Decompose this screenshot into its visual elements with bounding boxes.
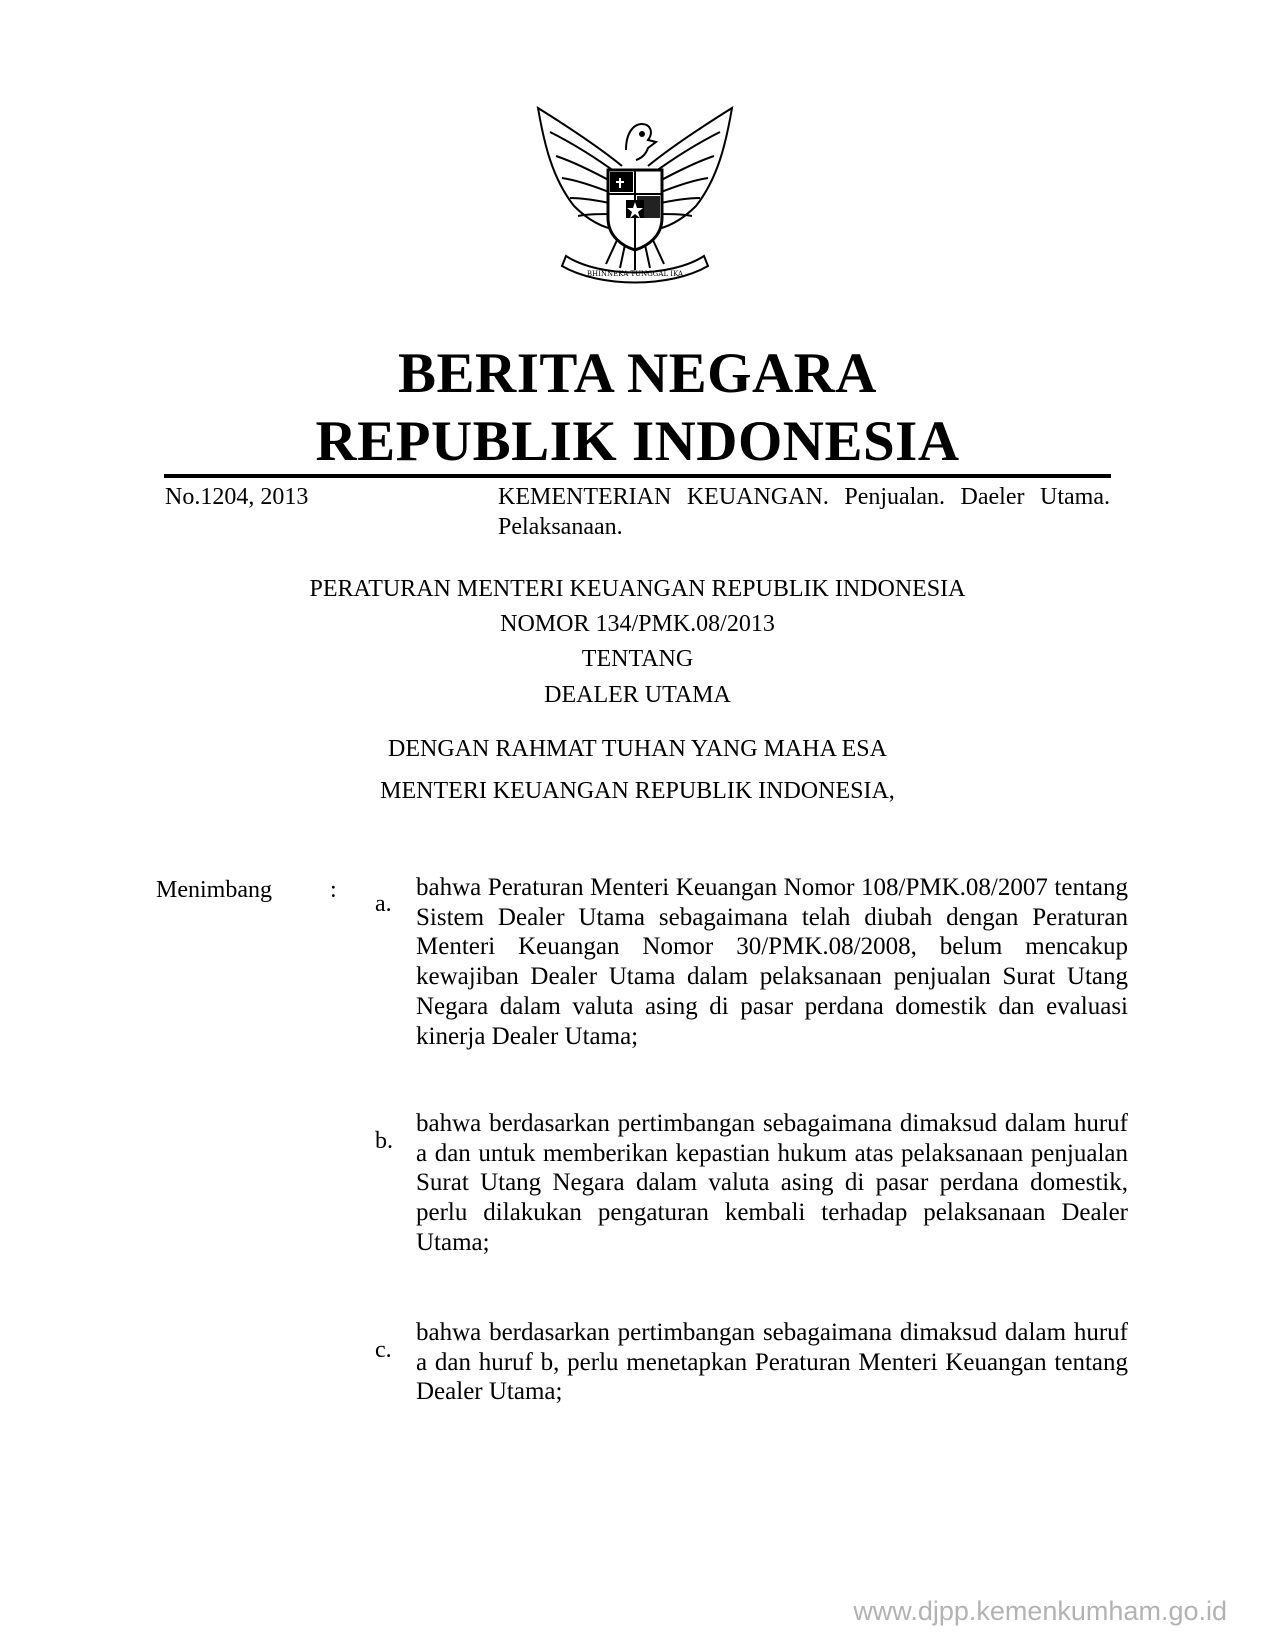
source-watermark: www.djpp.kemenkumham.go.id [853,1596,1227,1626]
garuda-pancasila-emblem [530,88,740,293]
consideration-letter: a. [375,891,392,917]
issue-number: No.1204, 2013 [165,484,309,510]
preamble-invocation: DENGAN RAHMAT TUHAN YANG MAHA ESA [388,736,887,762]
consideration-text: bahwa berdasarkan pertimbangan sebagaimana dimaksud dalam huruf a dan huruf b, perlu menetapkan Peraturan Menteri Keuangan tentang Dealer Utama; [416,1319,1128,1406]
consideration-text: bahwa berdasarkan pertimbangan sebagaimana dimaksud dalam huruf a dan untuk memberikan kepastian hukum atas pelaksanaan penjualan Surat Utang Negara dalam valuta asing di pasar perdana domestik, perlu dilakukan pengaturan kembali terhadap pelaksanaan Dealer Utama; [416,1110,1128,1256]
considerations-separator: : [330,877,337,903]
issue-description: KEMENTERIAN KEUANGAN. Penjualan. Daeler Utama. Pelaksanaan. [498,484,1110,540]
regulation-subject: DEALER UTAMA [544,682,731,708]
emblem-motto: BHINNEKA TUNGGAL IKA [586,270,684,278]
masthead-divider [164,474,1111,478]
consideration-letter: b. [375,1128,393,1154]
considerations-label: Menimbang [156,877,272,903]
consideration-letter: c. [375,1337,392,1363]
regulation-title: PERATURAN MENTERI KEUANGAN REPUBLIK INDONESIA [309,576,966,602]
consideration-text: bahwa Peraturan Menteri Keuangan Nomor 108/PMK.08/2007 tentang Sistem Dealer Utama sebagaimana telah diubah dengan Peraturan Menteri Keuangan Nomor 30/PMK.08/2008, belum mencakup kewajiban Dealer Utama dalam pelaksanaan penjualan Surat Utang Negara dalam valuta asing di pasar perdana domestik dan evaluasi kinerja Dealer Utama; [416,874,1128,1050]
masthead-title: BERITA NEGARA [398,342,877,405]
masthead-subtitle: REPUBLIK INDONESIA [315,410,960,473]
regulation-number: NOMOR 134/PMK.08/2013 [500,611,775,637]
regulation-about-label: TENTANG [581,646,694,672]
preamble-issuer: MENTERI KEUANGAN REPUBLIK INDONESIA, [380,778,895,804]
